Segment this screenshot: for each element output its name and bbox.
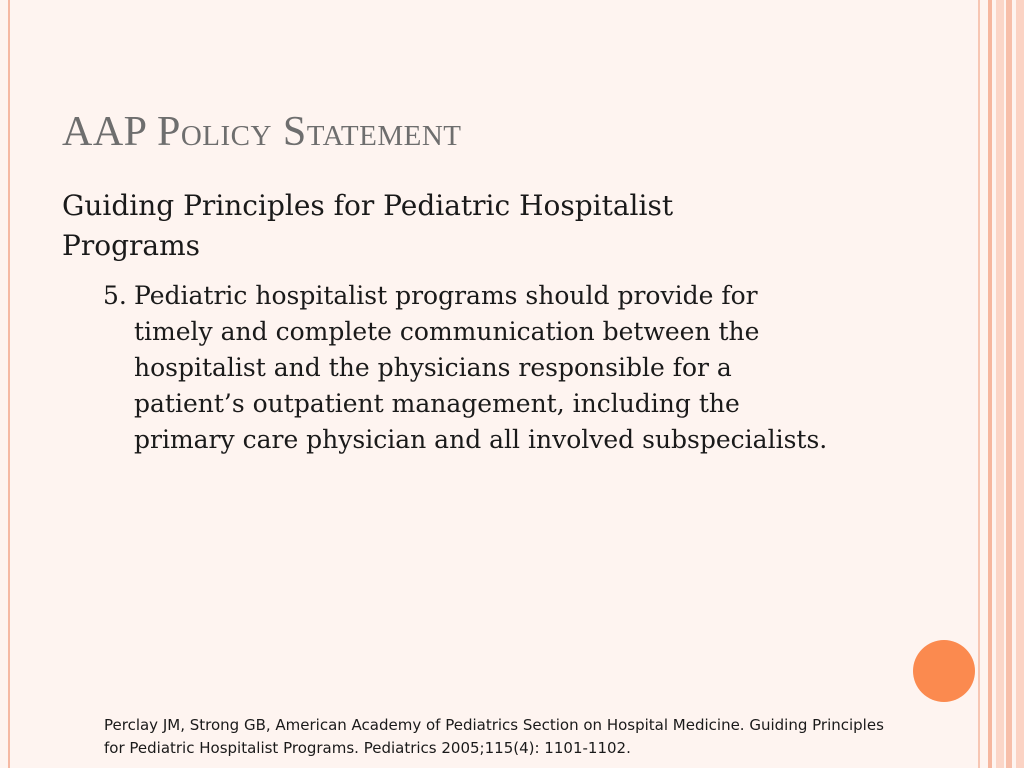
right-decor-stripe — [1016, 0, 1024, 768]
right-decor-stripe — [1006, 0, 1012, 768]
right-decor-stripe — [978, 0, 980, 768]
slide-title: AAP Policy Statement — [62, 109, 462, 155]
point-text: Pediatric hospitalist programs should provide for timely and complete communication between the hospitalist and the physicians responsible for a patient’s outpatient management, including the primary care physician and all involved subspecialists. — [134, 281, 828, 454]
decorative-circle — [913, 640, 975, 702]
point-number: 5. — [103, 281, 127, 310]
citation: Perclay JM, Strong GB, American Academy of Pediatrics Section on Hospital Medicine. Guiding Principles for Pediatric Hospitalist Programs. Pediatrics 2005;115(4): 1101-1102. — [104, 716, 884, 757]
right-decor-stripe — [996, 0, 1004, 768]
left-frame-line — [8, 0, 10, 768]
slide-subtitle: Guiding Principles for Pediatric Hospitalist Programs — [62, 189, 674, 262]
numbered-point — [103, 278, 833, 458]
right-decor-stripe — [988, 0, 992, 768]
